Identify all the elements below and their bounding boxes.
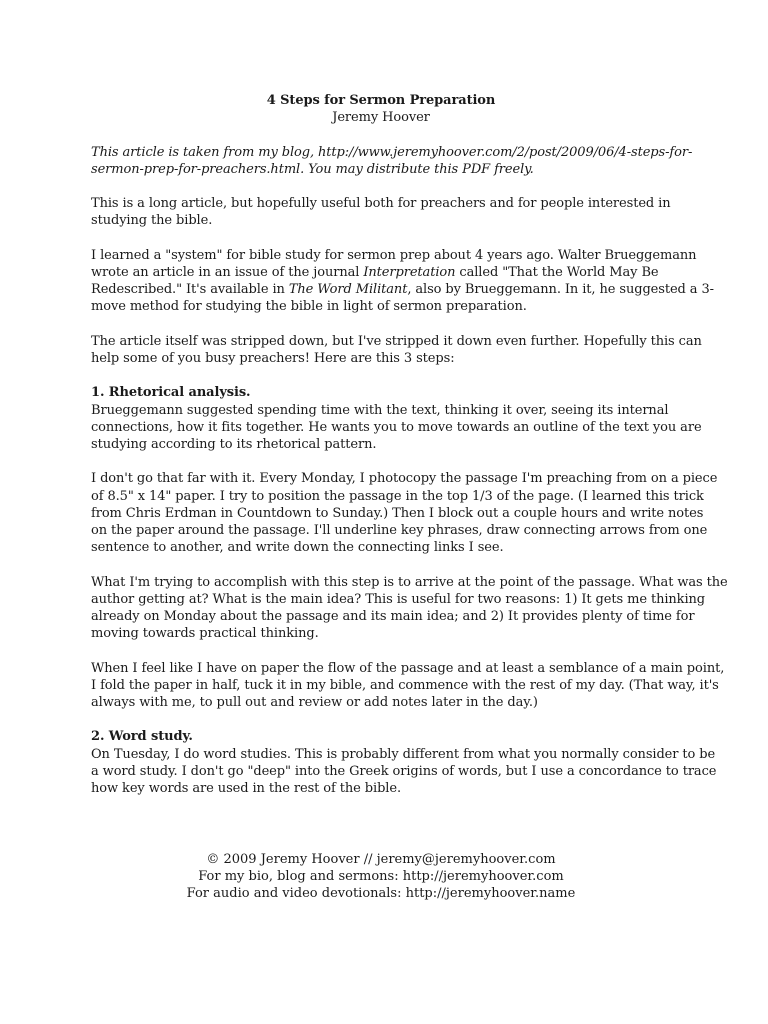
text-line: help some of you busy preachers! Here are this 3 steps:	[91, 350, 455, 366]
section-1-paragraph-2	[91, 470, 718, 556]
bio-link-line: For my bio, blog and sermons: http://jeremyhoover.com	[198, 869, 564, 885]
section-1-paragraph-4	[91, 660, 725, 712]
section-2	[91, 728, 717, 797]
text-segment: wrote an article in an issue of the journal	[91, 264, 364, 280]
paragraph-3	[91, 333, 702, 367]
text-line: of 8.5" x 14" paper. I try to position the passage in the top 1/3 of the page. (I learned this trick	[91, 488, 704, 504]
paragraph-2	[91, 247, 714, 316]
article-body	[91, 92, 728, 797]
text-line: sentence to another, and write down the connecting links I see.	[91, 540, 504, 556]
intro-paragraph	[91, 144, 693, 178]
text-line: from Chris Erdman in Countdown to Sunday.) Then I block out a couple hours and write notes	[91, 505, 704, 521]
document-author: Jeremy Hoover	[332, 110, 430, 126]
text-line	[91, 264, 671, 281]
text-line: author getting at? What is the main idea? This is useful for two reasons: 1) It gets me thinking	[91, 591, 706, 607]
document-title: 4 Steps for Sermon Preparation	[266, 93, 496, 108]
text-segment: called "That the World May Be	[455, 264, 659, 280]
text-line: This is a long article, but hopefully useful both for preachers and for people interested in	[91, 196, 671, 212]
text-line: When I feel like I have on paper the flow of the passage and at least a semblance of a main point,	[91, 660, 725, 676]
text-line: Brueggemann suggested spending time with the text, thinking it over, seeing its internal	[91, 402, 669, 418]
text-line: studying according to its rhetorical pattern.	[91, 436, 377, 452]
text-line: sermon-prep-for-preachers.html. You may distribute this PDF freely.	[91, 161, 534, 177]
book-title: The Word Militant	[288, 282, 408, 298]
text-line: a word study. I don't go "deep" into the Greek origins of words, but I use a concordance to trace	[91, 763, 717, 779]
section-1	[91, 384, 702, 453]
text-line: I fold the paper in half, tuck it in my bible, and commence with the rest of my day. (That way, it's	[91, 677, 719, 693]
text-line: connections, how it fits together. He wants you to move towards an outline of the text you are	[91, 419, 702, 435]
text-line: already on Monday about the passage and its main idea; and 2) It provides plenty of time for	[91, 608, 695, 624]
text-line: how key words are used in the rest of the bible.	[91, 780, 401, 796]
section-heading: 1. Rhetorical analysis.	[91, 385, 251, 401]
text-line: always with me, to pull out and review or add notes later in the day.)	[91, 694, 538, 710]
text-line: On Tuesday, I do word studies. This is probably different from what you normally consider to be	[91, 746, 716, 762]
section-1-paragraph-3	[91, 574, 728, 643]
text-line: I learned a "system" for bible study for sermon prep about 4 years ago. Walter Brueggemann	[91, 247, 697, 263]
paragraph-1	[91, 195, 671, 229]
devotionals-link-line: For audio and video devotionals: http://jeremyhoover.name	[186, 886, 576, 902]
copyright-line: © 2009 Jeremy Hoover // jeremy@jeremyhoover.com	[206, 852, 556, 867]
document-footer	[91, 851, 671, 903]
text-line: This article is taken from my blog, http://www.jeremyhoover.com/2/post/2009/06/4-steps-for-	[91, 144, 693, 160]
text-segment: Redescribed." It's available in	[91, 282, 289, 298]
section-heading: 2. Word study.	[91, 729, 193, 745]
journal-title: Interpretation	[363, 264, 456, 280]
text-line: move method for studying the bible in light of sermon preparation.	[91, 299, 527, 315]
text-line: studying the bible.	[91, 213, 213, 229]
text-line: on the paper around the passage. I'll underline key phrases, draw connecting arrows from one	[91, 522, 708, 538]
text-line: I don't go that far with it. Every Monday, I photocopy the passage I'm preaching from on a piece	[91, 471, 718, 487]
text-line: moving towards practical thinking.	[91, 626, 319, 642]
text-line: What I'm trying to accomplish with this step is to arrive at the point of the passage. What was the	[91, 574, 728, 590]
text-segment: , also by Brueggemann. In it, he suggested a 3-	[407, 282, 714, 298]
text-line: The article itself was stripped down, but I've stripped it down even further. Hopefully this can	[91, 333, 702, 349]
text-line	[91, 281, 714, 298]
